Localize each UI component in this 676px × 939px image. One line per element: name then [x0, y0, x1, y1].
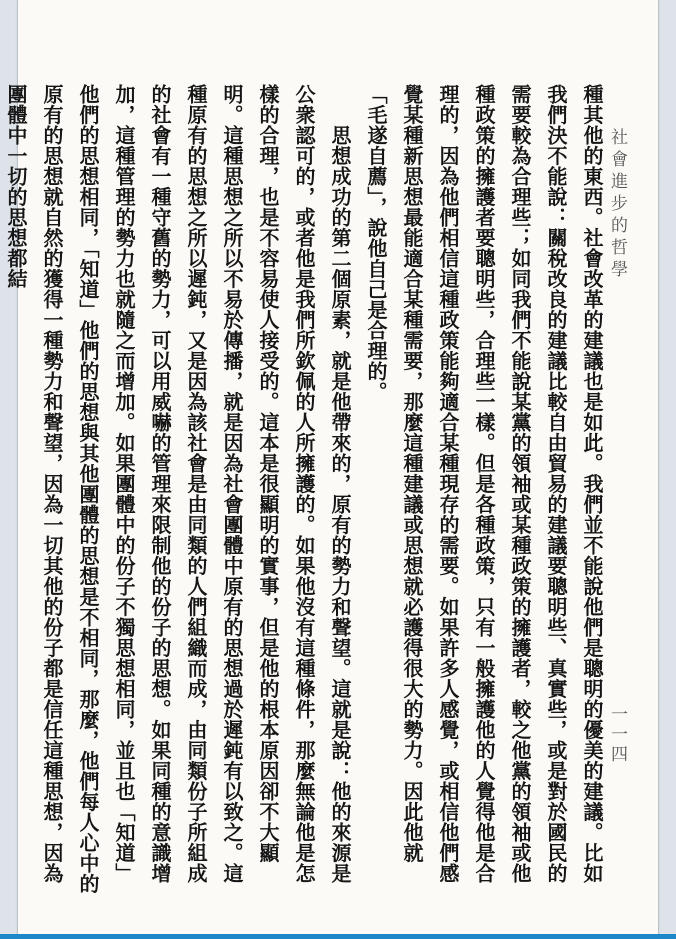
paragraph-main: 思想成功的第二個原素，就是他帶來的，原有的勢力和聲望。這就是說：他的來源是公衆認可的，或者他是我們所欽佩的人所擁護的。如果他沒有這種條件，那麼無論他是怎樣的合理，也是不容易使人接受的。這本是很顯明的實事，但是他的根本原因卻不大顯明。這種思想之所以不易於傳播，就是因為社會團體中原有的思想過於遲鈍有以致之。這種原有的思想之所以遲鈍，又是因為該社會是由同類的人們組織而成，由同類份子所組成的社會有一種守舊的勢力，可以用威嚇的管理來限制他的份子的思想。如果同種的意識增加，這種管理的勢力也就隨之而增加。如果團體中的份子不獨思想相同，並且也「知道」他們的思想相同，「知道」他們的思想與其他團體的思想是不相同，那麼，他們每人心中的原有的思想就自然的獲得一種勢力和聲望，因為一切其他的份子都是信任這種思想，因為團體中一切的思想都結 [4, 84, 352, 894]
viewer-bottom-edge [0, 934, 676, 939]
page-number: 一一四 [607, 705, 627, 765]
paragraph-continuation: 種其他的東西。社會改革的建議也是如此。我們並不能說他們是聰明的優美的建議。比如我們決不能說：關稅改良的建議比較自由貿易的建議要聰明些、真實些，或是對於國民的需要較為合理些；如同我們不能說某黨的領袖或某種政策的擁護者，較之他黨的領袖或他種政策的擁護者要聰明些，合理些一樣。但是各種政策，只有一般擁護他的人覺得他是合理的，因為他們相信這種政策能夠適合某種現存的需要。如果許多人感覺，或相信他們感覺某種新思想最能適合某種需要，那麼這種建議或思想就必護得很大的勢力。因此他就「毛遂自薦」，說他自己是合理的。 [364, 84, 604, 884]
running-title: 社會進步的哲學 [607, 128, 627, 282]
book-page [4, 0, 658, 934]
vertical-body-text [4, 84, 610, 894]
